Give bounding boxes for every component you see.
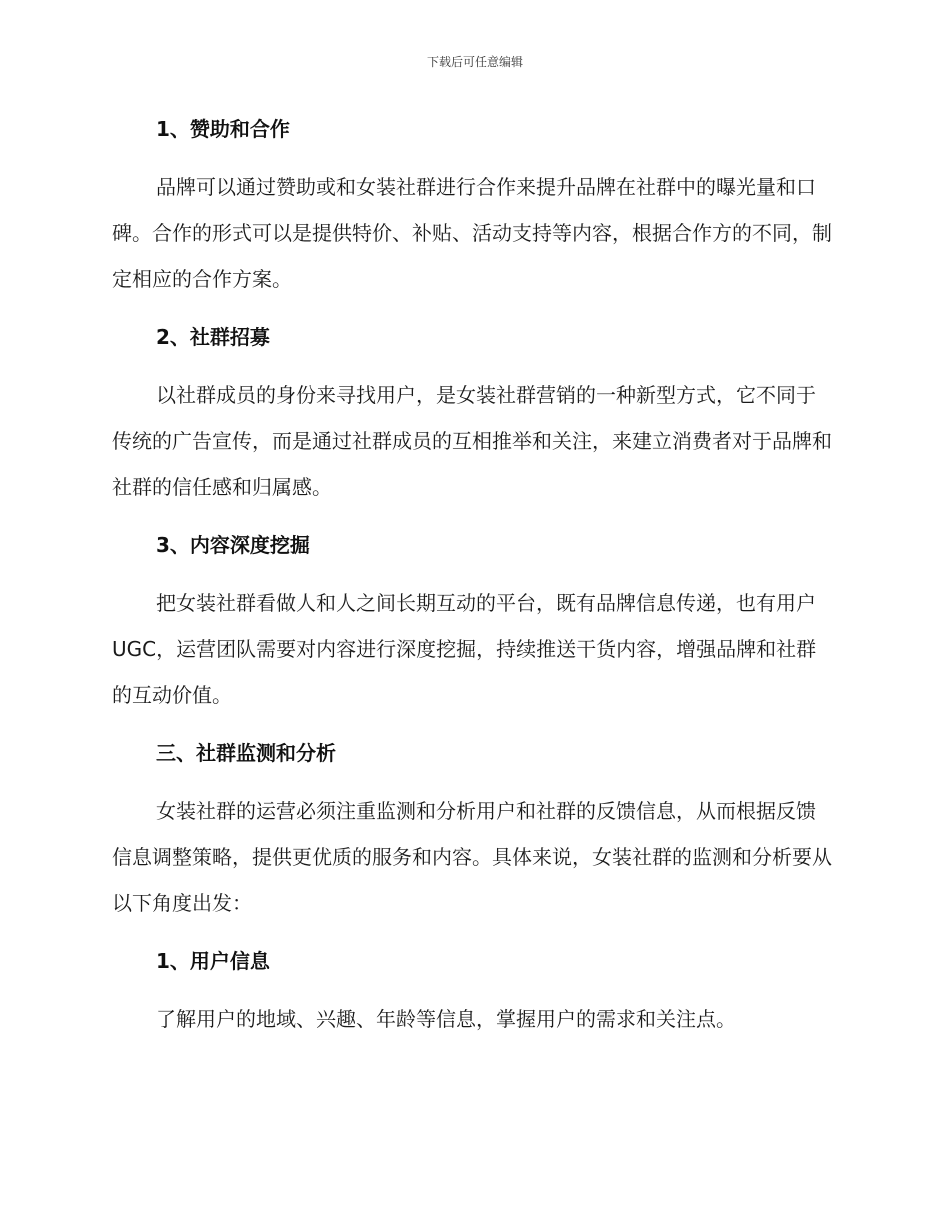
section-paragraph-user-info: 了解用户的地域、兴趣、年龄等信息，掌握用户的需求和关注点。 (156, 1007, 736, 1031)
section-heading-user-info: 1、用户信息 (156, 949, 270, 973)
document-body (112, 106, 832, 1042)
section-heading-content-mining: 3、内容深度挖掘 (156, 533, 310, 557)
section-heading-sponsorship: 1、赞助和合作 (156, 117, 290, 141)
section-paragraph-monitoring: 女装社群的运营必须注重监测和分析用户和社群的反馈信息，从而根据反馈信息调整策略，提供更优质的服务和内容。具体来说，女装社群的监测和分析要从以下角度出发： (112, 799, 832, 915)
section-paragraph-sponsorship: 品牌可以通过赞助或和女装社群进行合作来提升品牌在社群中的曝光量和口碑。合作的形式可以是提供特价、补贴、活动支持等内容，根据合作方的不同，制定相应的合作方案。 (112, 175, 832, 291)
page-header-note: 下载后可任意编辑 (426, 55, 523, 69)
section-heading-recruitment: 2、社群招募 (156, 325, 270, 349)
section-heading-monitoring: 三、社群监测和分析 (156, 741, 336, 765)
section-paragraph-content-mining: 把女装社群看做人和人之间长期互动的平台，既有品牌信息传递，也有用户 UGC，运营团队需要对内容进行深度挖掘，持续推送干货内容，增强品牌和社群的互动价值。 (112, 591, 817, 707)
section-paragraph-recruitment: 以社群成员的身份来寻找用户，是女装社群营销的一种新型方式，它不同于传统的广告宣传，而是通过社群成员的互相推举和关注，来建立消费者对于品牌和社群的信任感和归属感。 (112, 383, 832, 499)
